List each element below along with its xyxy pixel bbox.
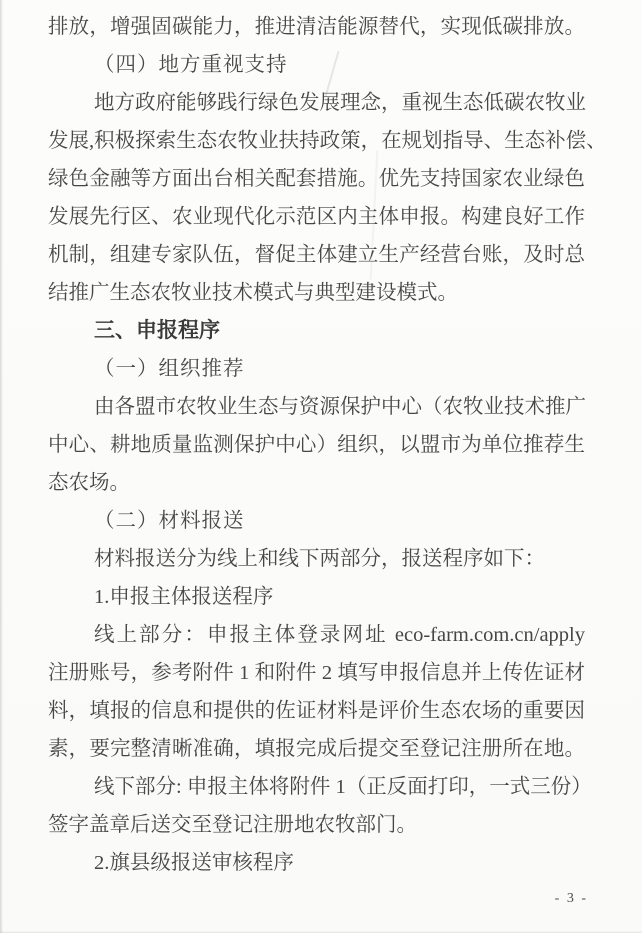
subsection-heading-line: （四）地方重视支持 — [94, 54, 288, 76]
text-line: 排放，增强固碳能力，推进清洁能源替代，实现低碳排放。 — [48, 16, 585, 38]
page-number: - 3 - — [554, 891, 588, 906]
text-line: 料，填报的信息和提供的佐证材料是评价生态农场的重要因 — [48, 700, 585, 722]
text-line: 线下部分: 申报主体将附件 1（正反面打印，一式三份） — [94, 776, 592, 798]
text-line: 签字盖章后送交至登记注册地农牧部门。 — [48, 814, 417, 836]
text-line: 态农场。 — [48, 472, 130, 494]
text-line: 发展先行区、农业现代化示范区内主体申报。构建良好工作 — [48, 206, 585, 228]
text-line: 注册账号，参考附件 1 和附件 2 填写申报信息并上传佐证材 — [48, 662, 585, 684]
text-line: 素，要完整清晰准确，填报完成后提交至登记注册所在地。 — [48, 738, 585, 760]
text-line: 发展,积极探索生态农牧业扶持政策，在规划指导、生态补偿、 — [48, 130, 607, 152]
text-line: 2.旗县级报送审核程序 — [94, 852, 294, 874]
text-line: 结推广生态农牧业技术模式与典型建设模式。 — [48, 282, 458, 304]
section-heading-line: 三、申报程序 — [94, 319, 220, 342]
text-line: 线上部分：申报主体登录网址 eco-farm.com.cn/apply — [94, 624, 585, 646]
text-line: 中心、耕地质量监测保护中心）组织，以盟市为单位推荐生 — [48, 434, 585, 456]
text-line: 绿色金融等方面出台相关配套措施。优先支持国家农业绿色 — [48, 168, 585, 190]
text-line: 机制，组建专家队伍，督促主体建立生产经营台账，及时总 — [48, 244, 585, 266]
subsection-heading-line: （二）材料报送 — [94, 510, 245, 532]
text-line: 1.申报主体报送程序 — [94, 586, 274, 608]
text-line: 材料报送分为线上和线下两部分，报送程序如下： — [94, 548, 545, 570]
subsection-heading-line: （一）组织推荐 — [94, 358, 245, 380]
text-line: 地方政府能够践行绿色发展理念，重视生态低碳农牧业 — [94, 92, 586, 114]
text-line: 由各盟市农牧业生态与资源保护中心（农牧业技术推广 — [94, 396, 586, 418]
scan-left-edge-shadow — [0, 0, 3, 933]
document-text-block — [48, 8, 607, 882]
